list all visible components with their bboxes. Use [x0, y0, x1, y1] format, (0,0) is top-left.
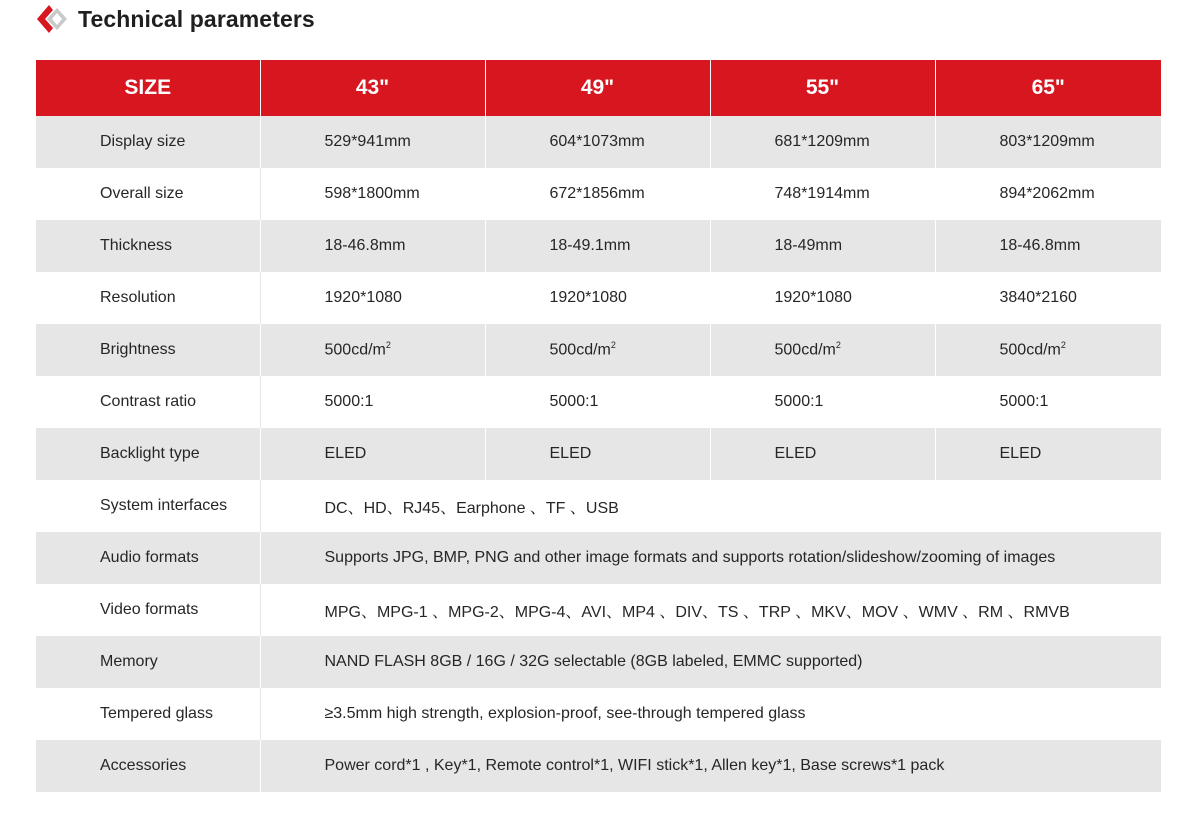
table-row: [36, 740, 1161, 792]
cell-value: ELED: [710, 428, 935, 480]
cell-value-wide: DC、HD、RJ45、Earphone 、TF 、USB: [260, 480, 1161, 532]
cell-value: 681*1209mm: [710, 116, 935, 168]
column-header: 43": [260, 60, 485, 116]
table-row: [36, 116, 1161, 168]
unit-superscript: 2: [1060, 340, 1066, 351]
cell-value: 1920*1080: [485, 272, 710, 324]
cell-value-wide: NAND FLASH 8GB / 16G / 32G selectable (8GB labeled, EMMC supported): [260, 636, 1161, 688]
table-row: [36, 480, 1161, 532]
row-label: Memory: [36, 636, 260, 688]
column-header: 49": [485, 60, 710, 116]
column-header: 65": [935, 60, 1161, 116]
red-diamond-chevron-icon: [36, 4, 70, 34]
cell-value: 803*1209mm: [935, 116, 1161, 168]
cell-value: 18-46.8mm: [935, 220, 1161, 272]
cell-value: 672*1856mm: [485, 168, 710, 220]
cell-value: 18-49mm: [710, 220, 935, 272]
row-label: Brightness: [36, 324, 260, 376]
cell-value: [710, 324, 935, 376]
cell-value: [935, 324, 1161, 376]
cell-value: 5000:1: [260, 376, 485, 428]
row-label: Video formats: [36, 584, 260, 636]
unit-superscript: 2: [385, 340, 391, 351]
cell-value: 5000:1: [935, 376, 1161, 428]
column-header: SIZE: [36, 60, 260, 116]
cell-value: 18-46.8mm: [260, 220, 485, 272]
cell-value: 748*1914mm: [710, 168, 935, 220]
brightness-value: 500cd/m: [999, 341, 1061, 359]
cell-value: ELED: [260, 428, 485, 480]
cell-value: 1920*1080: [260, 272, 485, 324]
cell-value: [485, 324, 710, 376]
table-row: [36, 584, 1161, 636]
brightness-value: 500cd/m: [774, 341, 836, 359]
cell-value: 604*1073mm: [485, 116, 710, 168]
cell-value-wide: Supports JPG, BMP, PNG and other image formats and supports rotation/slideshow/zooming of images: [260, 532, 1161, 584]
table-row: [36, 272, 1161, 324]
table-row: [36, 532, 1161, 584]
brightness-value: 500cd/m: [549, 341, 611, 359]
cell-value: 894*2062mm: [935, 168, 1161, 220]
row-label: Contrast ratio: [36, 376, 260, 428]
brightness-value: 500cd/m: [324, 341, 386, 359]
cell-value: ELED: [935, 428, 1161, 480]
cell-value: [260, 324, 485, 376]
row-label: Overall size: [36, 168, 260, 220]
page-title: Technical parameters: [78, 5, 315, 32]
table-row: [36, 428, 1161, 480]
cell-value: 5000:1: [485, 376, 710, 428]
table-row: [36, 636, 1161, 688]
cell-value-wide: Power cord*1 , Key*1, Remote control*1, WIFI stick*1, Allen key*1, Base screws*1 pack: [260, 740, 1161, 792]
row-label: Accessories: [36, 740, 260, 792]
unit-superscript: 2: [835, 340, 841, 351]
row-label: Audio formats: [36, 532, 260, 584]
row-label: Thickness: [36, 220, 260, 272]
row-label: Tempered glass: [36, 688, 260, 740]
table-row: [36, 376, 1161, 428]
spec-table: [36, 60, 1161, 792]
table-row: [36, 168, 1161, 220]
table-header-row: [36, 60, 1161, 116]
cell-value-wide: ≥3.5mm high strength, explosion-proof, see-through tempered glass: [260, 688, 1161, 740]
row-label: System interfaces: [36, 480, 260, 532]
table-row: [36, 688, 1161, 740]
column-header: 55": [710, 60, 935, 116]
cell-value: 598*1800mm: [260, 168, 485, 220]
cell-value: 5000:1: [710, 376, 935, 428]
row-label: Display size: [36, 116, 260, 168]
table-row: [36, 324, 1161, 376]
row-label: Resolution: [36, 272, 260, 324]
cell-value: ELED: [485, 428, 710, 480]
cell-value: 3840*2160: [935, 272, 1161, 324]
unit-superscript: 2: [610, 340, 616, 351]
cell-value: 1920*1080: [710, 272, 935, 324]
section-header: [36, 4, 315, 34]
row-label: Backlight type: [36, 428, 260, 480]
cell-value: 529*941mm: [260, 116, 485, 168]
table-row: [36, 220, 1161, 272]
cell-value: 18-49.1mm: [485, 220, 710, 272]
cell-value-wide: MPG、MPG-1 、MPG-2、MPG-4、AVI、MP4 、DIV、TS 、TRP 、MKV、MOV 、WMV 、RM 、RMVB: [260, 584, 1161, 636]
